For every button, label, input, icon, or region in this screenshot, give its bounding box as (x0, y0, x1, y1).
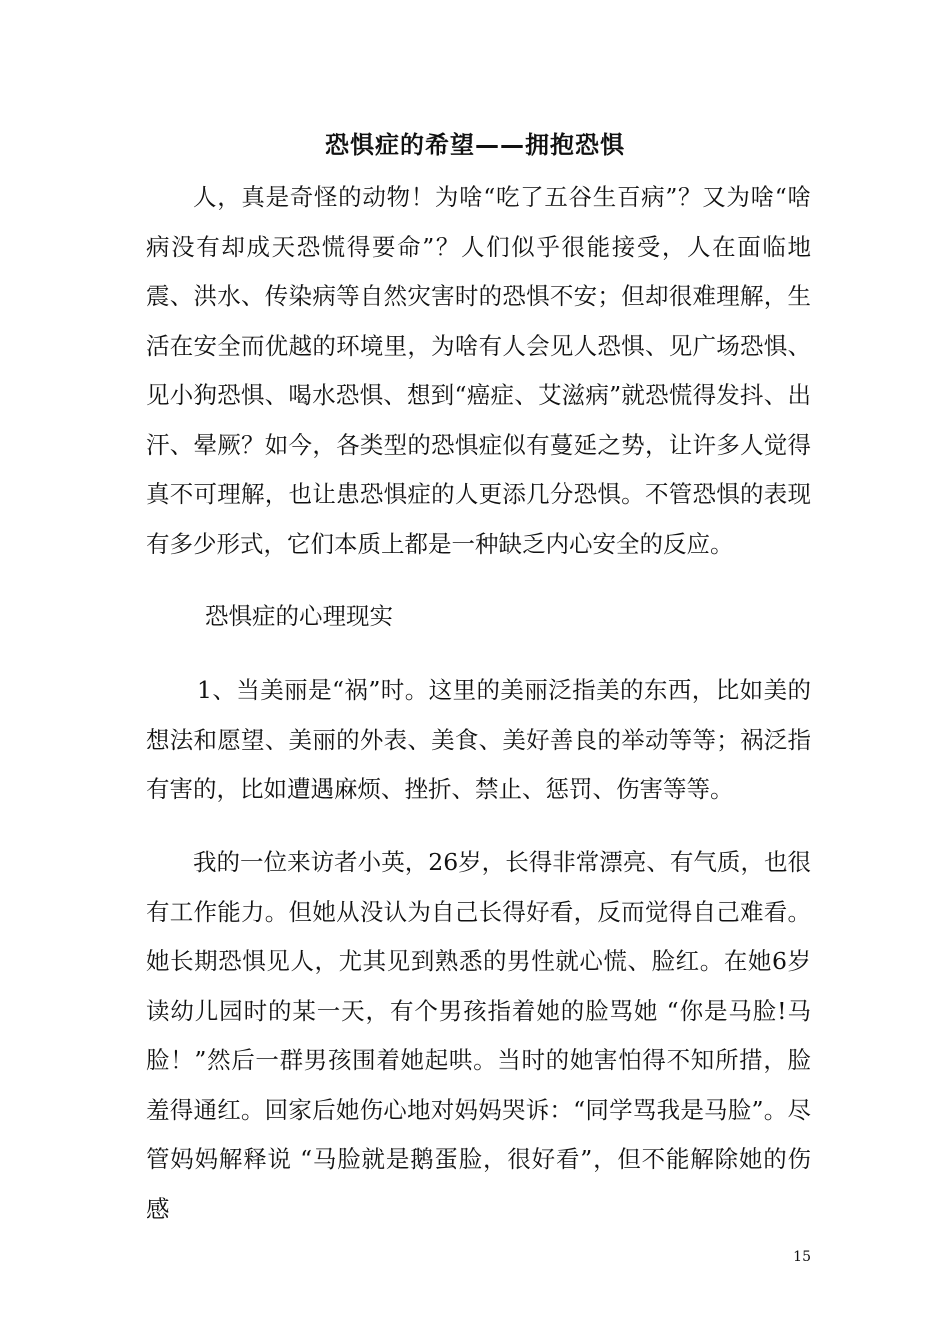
page-number: 15 (793, 1249, 811, 1265)
case-paragraph: 我的一位来访者小英，26岁，长得非常漂亮、有气质，也很有工作能力。但她从没认为自己长得好看，反而觉得自己难看。她长期恐惧见人，尤其见到熟悉的男性就心慌、脸红。在她6岁读幼儿园时的某一天，有个男孩指着她的脸骂她 “你是马脸!马脸！”然后一群男孩围着她起哄。当时的她害怕得不知所措，脸羞得通红。回家后她伤心地对妈妈哭诉：“同学骂我是马脸”。尽管妈妈解释说 “马脸就是鹅蛋脸，很好看”，但不能解除她的伤感 (146, 848, 811, 1223)
document-title: 恐惧症的希望——拥抱恐惧 (325, 131, 625, 159)
point-one-paragraph: 1、当美丽是“祸”时。这里的美丽泛指美的东西，比如美的想法和愿望、美丽的外表、美食、美好善良的举动等等；祸泛指有害的，比如遭遇麻烦、挫折、禁止、惩罚、伤害等等。 (146, 676, 811, 803)
section-heading: 恐惧症的心理现实 (205, 602, 393, 630)
intro-paragraph: 人，真是奇怪的动物！为啥“吃了五谷生百病”？又为啥“啥病没有却成天恐慌得要命”？人们似乎很能接受，人在面临地震、洪水、传染病等自然灾害时的恐惧不安；但却很难理解，生活在安全而优越的环境里，为啥有人会见人恐惧、见广场恐惧、见小狗恐惧、喝水恐惧、想到“癌症、艾滋病”就恐慌得发抖、出汗、晕厥？如今，各类型的恐惧症似有蔓延之势，让许多人觉得真不可理解，也让患恐惧症的人更添几分恐惧。不管恐惧的表现有多少形式，它们本质上都是一种缺乏内心安全的反应。 (146, 183, 811, 558)
